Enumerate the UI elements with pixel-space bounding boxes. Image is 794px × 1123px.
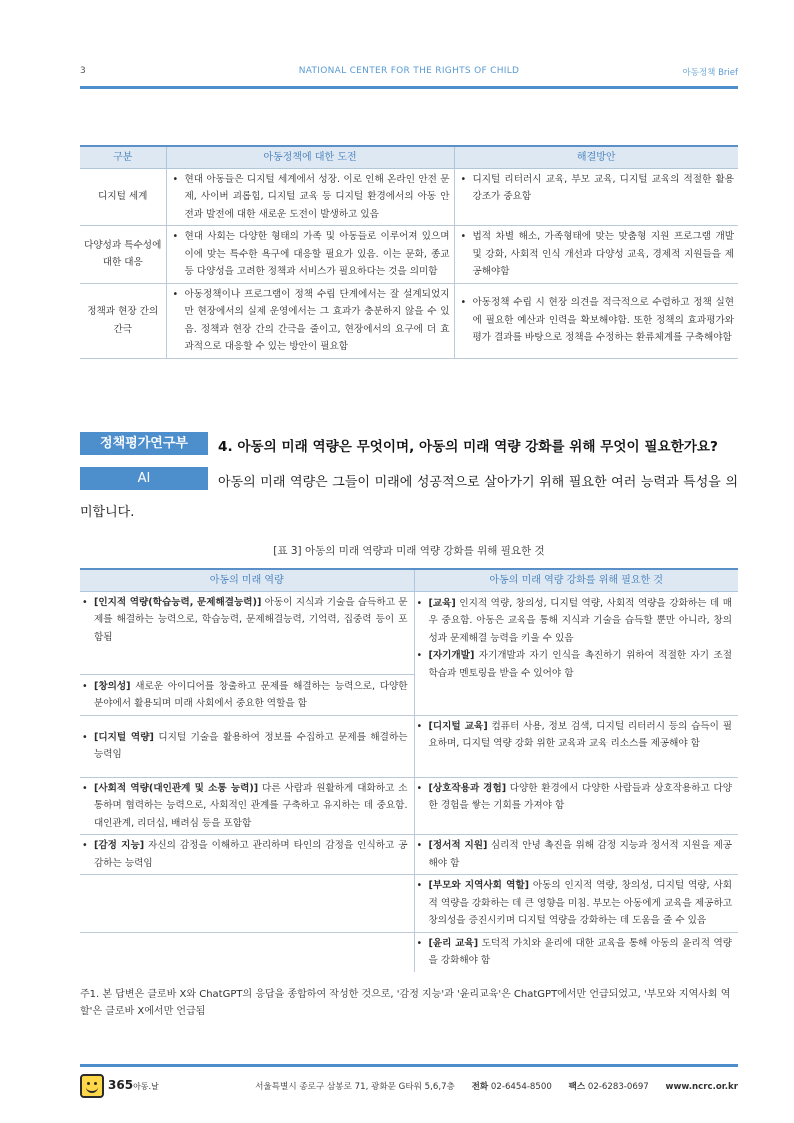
address: 서울특별시 종로구 삼봉로 71, 광화문 G타워 5,6,7층 bbox=[255, 1082, 455, 1092]
ai-tag: AI bbox=[80, 467, 208, 490]
smiley-icon bbox=[80, 1074, 104, 1098]
fax-number: 02-6283-0697 bbox=[587, 1082, 649, 1092]
table-row bbox=[80, 226, 738, 284]
column-header: 구분 bbox=[80, 146, 166, 168]
table-row bbox=[80, 168, 738, 226]
challenge-text: • 아동정책이나 프로그램이 정책 수립 단계에서는 잘 설계되었지만 현장에서의 실제 운영에서는 그 효과가 충분하지 않을 수 있음. 정책과 현장 간의 간극을 줄이고, 현장에서의 요구에 더 효과적으로 대응할 수 있는 방안이 필요함 bbox=[173, 286, 450, 356]
organization-title: NATIONAL CENTER FOR THE RIGHTS OF CHILD bbox=[298, 66, 520, 76]
logo-text: 365아동.날 bbox=[108, 1078, 159, 1092]
row-category: 다양성과 특수성에 대한 대응 bbox=[80, 226, 166, 284]
fax-label: 팩스 bbox=[568, 1082, 586, 1092]
requirement-item: • [디지털 교육] 컴퓨터 사용, 정보 검색, 디지털 리터러시 등의 습득이 필요하며, 디지털 역량 강화 위한 교육과 교육 리소스를 제공해야 함 bbox=[417, 718, 733, 753]
column-header: 해결방안 bbox=[454, 146, 738, 168]
phone-label: 전화 bbox=[471, 1082, 489, 1092]
table-header-row bbox=[80, 146, 738, 168]
footer-contact bbox=[255, 1080, 738, 1092]
solution-text: • 아동정책 수립 시 현장 의견을 적극적으로 수렴하고 정책 실현에 필요한 예산과 인력을 확보해야함. 또한 정책의 효과평가와 평가 결과를 바탕으로 정책을 수정하는 환류체계를 구축해야함 bbox=[461, 294, 735, 347]
row-category: 정책과 현장 간의 간극 bbox=[80, 283, 166, 358]
table-caption: [표 3] 아동의 미래 역량과 미래 역량 강화를 위해 필요한 것 bbox=[273, 545, 545, 557]
publication-name: 아동정책 Brief bbox=[682, 68, 738, 78]
column-header: 아동의 미래 역량 강화를 위해 필요한 것 bbox=[414, 569, 738, 591]
requirement-item: • [윤리 교육] 도덕적 가치와 윤리에 대한 교육을 통해 아동의 윤리적 역량을 강화해야 함 bbox=[417, 935, 733, 970]
requirement-item: • [자기개발] 자기개발과 자기 인식을 촉진하기 위하여 적절한 자기 조절 학습과 멘토링을 받을 수 있어야 함 bbox=[417, 647, 733, 682]
column-header: 아동의 미래 역량 bbox=[80, 569, 414, 591]
requirement-item: • [교육] 인지적 역량, 창의성, 디지털 역량, 사회적 역량을 강화하는 데 매우 중요함. 아동은 교육을 통해 지식과 기술을 습득할 뿐만 아니라, 창의성과 문제해결 능력을 키울 수 있음 bbox=[417, 595, 733, 648]
competency-item: • [창의성] 새로운 아이디어를 창출하고 문제를 해결하는 능력으로, 다양한 분야에서 활용되며 미래 사회에서 중요한 역할을 함 bbox=[82, 678, 408, 713]
requirement-item: • [상호작용과 경험] 다양한 환경에서 다양한 사람들과 상호작용하고 다양한 경험을 쌓는 기회를 가져야 함 bbox=[417, 780, 733, 815]
header-divider bbox=[80, 86, 738, 89]
table-row bbox=[80, 283, 738, 358]
requirement-item: • [정서적 지원] 심리적 안녕 촉진을 위해 감정 지능과 정서적 지원을 제공해야 함 bbox=[417, 837, 733, 872]
footer-divider bbox=[80, 1064, 738, 1067]
table-row bbox=[80, 932, 738, 972]
table-row bbox=[80, 835, 738, 875]
department-tag: 정책평가연구부 bbox=[80, 432, 208, 455]
solution-text: • 법적 차별 해소, 가족형태에 맞는 맞춤형 지원 프로그램 개발 및 강화, 사회적 인식 개선과 다양성 교육, 경제적 지원들을 제공해야함 bbox=[461, 228, 735, 281]
page-number: 3 bbox=[80, 66, 86, 76]
challenge-text: • 현대 아동들은 디지털 세계에서 성장. 이로 인해 온라인 안전 문제, 사이버 괴롭힘, 디지털 교육 등 디지털 환경에서의 아동 안전과 발전에 대한 새로운 도전이 발생하고 있음 bbox=[173, 171, 450, 224]
answer-paragraph: 아동의 미래 역량은 그들이 미래에 성공적으로 살아가기 위해 필요한 여러 능력과 특성을 의미합니다. bbox=[80, 475, 738, 520]
table-row bbox=[80, 591, 738, 674]
question-heading: 4. 아동의 미래 역량은 무엇이며, 아동의 미래 역량 강화를 위해 무엇이 필요한가요? bbox=[218, 439, 718, 455]
row-category: 디지털 세계 bbox=[80, 168, 166, 226]
phone-number: 02-6454-8500 bbox=[490, 1082, 552, 1092]
policy-challenges-table bbox=[80, 145, 738, 359]
table-row bbox=[80, 715, 738, 777]
requirement-item: • [부모와 지역사회 역할] 아동의 인지적 역량, 창의성, 디지털 역량, 사회적 역량을 강화하는 데 큰 영향을 미침. 부모는 아동에게 교육을 제공하고 창의성을 증진시키며 디지털 역량을 강화하는 데 도움을 줄 수 있음 bbox=[417, 877, 733, 930]
table-header-row bbox=[80, 569, 738, 591]
column-header: 아동정책에 대한 도전 bbox=[166, 146, 454, 168]
competency-item: • [사회적 역량(대인관계 및 소통 능력)] 다른 사람과 원활하게 대화하고 소통하며 협력하는 능력으로, 사회적인 관계를 구축하고 유지하는 데 중요함. 대인관계, 리더십, 배려심 등을 포함함 bbox=[82, 780, 408, 833]
table-row bbox=[80, 875, 738, 933]
competency-item: • [감정 지능] 자신의 감정을 이해하고 관리하며 타인의 감정을 인식하고 공감하는 능력임 bbox=[82, 837, 408, 872]
page-header bbox=[80, 66, 738, 82]
competency-item: • [디지털 역량] 디지털 기술을 활용하여 정보를 수집하고 문제를 해결하는 능력임 bbox=[82, 729, 408, 764]
organization-logo bbox=[80, 1074, 172, 1098]
table-row bbox=[80, 777, 738, 835]
solution-text: • 디지털 리터러시 교육, 부모 교육, 디지털 교육의 적절한 활용 강조가 중요함 bbox=[461, 171, 735, 206]
footnote: 주1. 본 답변은 클로바 X와 ChatGPT의 응답을 종합하여 작성한 것으로, '감정 지능'과 '윤리교육'은 ChatGPT에서만 언급되었고, '부모와 지역사회 역할'은 클로바 X에서만 언급됨 bbox=[80, 989, 731, 1017]
competency-item: • [인지적 역량(학습능력, 문제해결능력)] 아동이 지식과 기술을 습득하고 문제를 해결하는 능력으로, 학습능력, 문제해결능력, 기억력, 집중력 등이 포함됨 bbox=[82, 594, 408, 647]
website-link[interactable]: www.ncrc.or.kr bbox=[665, 1082, 738, 1092]
challenge-text: • 현대 사회는 다양한 형태의 가족 및 아동들로 이루어져 있으며 이에 맞는 특수한 욕구에 대응할 필요가 있음. 이는 문화, 종교 등 다양성을 고려한 정책과 서비스가 필요하다는 것을 의미함 bbox=[173, 228, 450, 281]
future-competency-table bbox=[80, 568, 738, 972]
